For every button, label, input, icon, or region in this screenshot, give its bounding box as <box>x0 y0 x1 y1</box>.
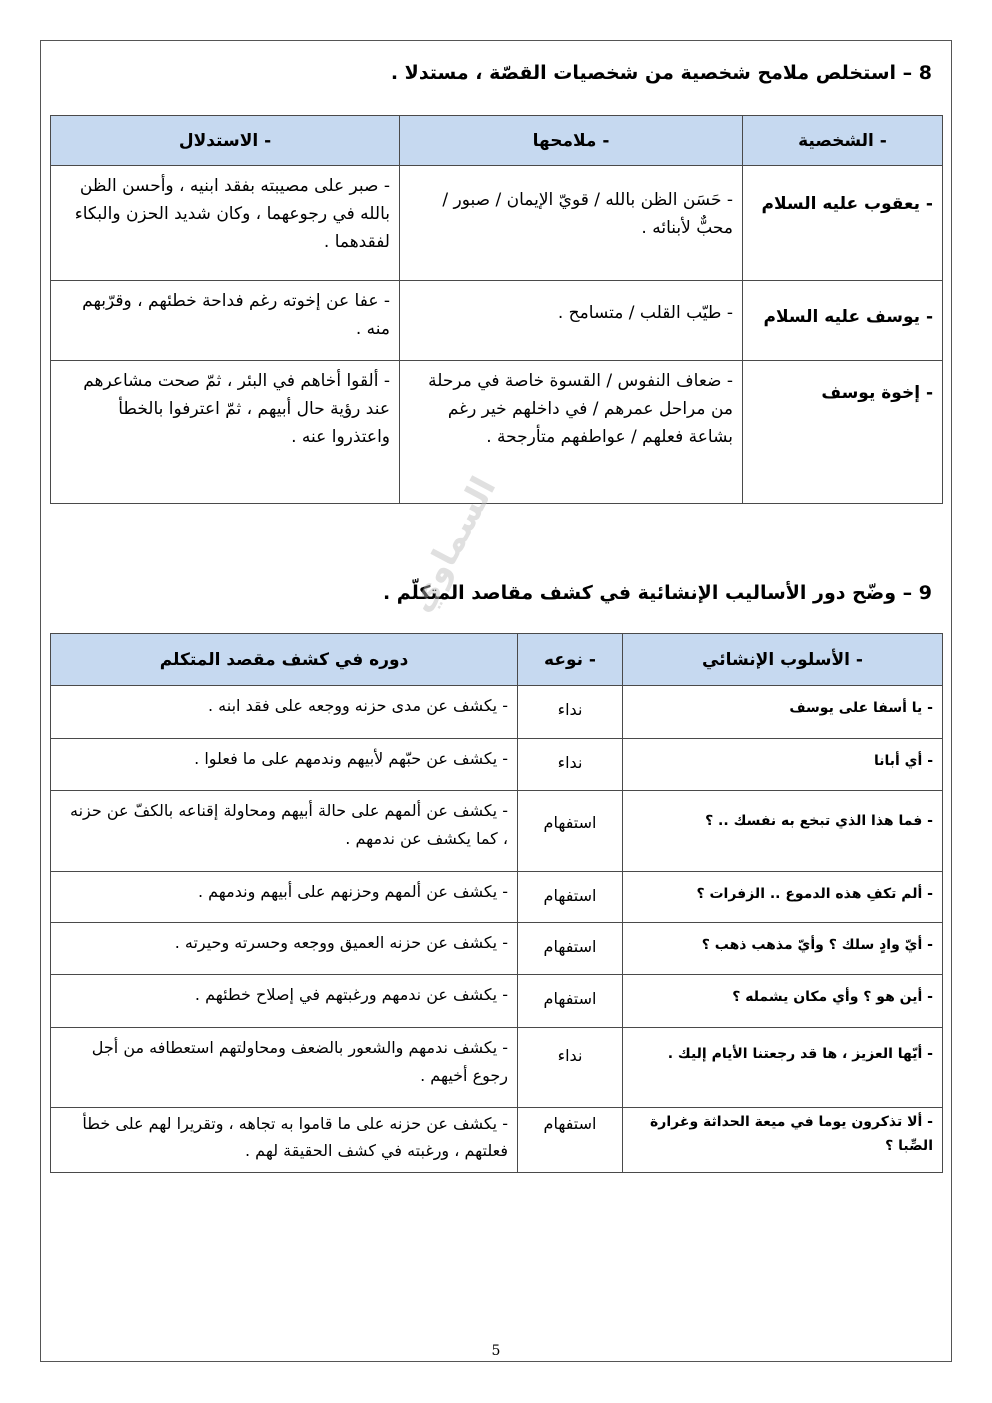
character-name: - يعقوب عليه السلام <box>743 166 943 281</box>
character-traits: - حَسَن الظن بالله / قويّ الإيمان / صبور / محبٌّ لأبنائه . <box>400 166 743 281</box>
character-traits: - ضعاف النفوس / القسوة خاصة في مرحلة من مراحل عمرهم / في داخلهم خير رغم بشاعة فعلهم / عواطفهم متأرجحة . <box>400 361 743 504</box>
style-kind: نداء <box>518 686 623 739</box>
character-name: - يوسف عليه السلام <box>743 281 943 361</box>
style-role: - يكشف عن مدى حزنه ووجعه على فقد ابنه . <box>51 686 518 739</box>
style-phrase: - أين هو ؟ وأي مكان يشمله ؟ <box>623 975 943 1028</box>
style-role: - يكشف عن ألمهم على حالة أبيهم ومحاولة إقناعه بالكفّ عن حزنه ، كما يكشف عن ندمهم . <box>51 791 518 872</box>
table-row <box>51 166 943 281</box>
table-row <box>51 1108 943 1173</box>
style-kind: نداء <box>518 1028 623 1108</box>
table-row <box>51 1028 943 1108</box>
characters-table <box>50 115 943 504</box>
table-row <box>51 791 943 872</box>
style-kind: استفهام <box>518 1108 623 1173</box>
table-row <box>51 686 943 739</box>
style-phrase: - ألا تذكرون يوما في ميعة الحداثة وغرارة الصِّبا ؟ <box>623 1108 943 1173</box>
style-phrase: - فما هذا الذي تبخع به نفسك .. ؟ <box>623 791 943 872</box>
character-evidence: - صبر على مصيبته بفقد ابنيه ، وأحسن الظن بالله في رجوعهما ، وكان شديد الحزن والبكاء لفقدهما . <box>51 166 400 281</box>
rhetorical-styles-table <box>50 633 943 1173</box>
header-kind: - نوعه <box>518 634 623 686</box>
table-row <box>51 361 943 504</box>
character-evidence: - عفا عن إخوته رغم فداحة خطئهم ، وقرّبهم منه . <box>51 281 400 361</box>
style-role: - يكشف عن ندمهم ورغبتهم في إصلاح خطئهم . <box>51 975 518 1028</box>
style-role: - يكشف عن حزنه العميق ووجعه وحسرته وحيرته . <box>51 923 518 975</box>
table-row <box>51 281 943 361</box>
style-phrase: - أي أبانا <box>623 739 943 791</box>
character-traits: - طيّب القلب / متسامح . <box>400 281 743 361</box>
character-name: - إخوة يوسف <box>743 361 943 504</box>
style-role: - يكشف عن حزنه على ما قاموا به تجاهه ، وتقريرا لهم على خطأ فعلتهم ، ورغبته في كشف الحقيقة لهم . <box>51 1108 518 1173</box>
style-kind: استفهام <box>518 975 623 1028</box>
style-phrase: - يا أسفا على يوسف <box>623 686 943 739</box>
question-8-heading: 8 – استخلص ملامح شخصية من شخصيات القصّة ، مستدلا . <box>390 62 932 84</box>
header-role: دوره في كشف مقصد المتكلم <box>51 634 518 686</box>
page-number: 5 <box>491 1343 501 1359</box>
character-evidence: - ألقوا أخاهم في البئر ، ثمّ صحت مشاعرهم عند رؤية حال أبيهم ، ثمّ اعترفوا بالخطأ واعتذروا عنه . <box>51 361 400 504</box>
style-kind: استفهام <box>518 923 623 975</box>
style-phrase: - ألم تكفِ هذه الدموع .. الزفرات ؟ <box>623 872 943 923</box>
watermark: السماوي <box>400 470 505 619</box>
table-header-row <box>51 116 943 166</box>
style-kind: نداء <box>518 739 623 791</box>
table-header-row <box>51 634 943 686</box>
header-traits: - ملامحها <box>400 116 743 166</box>
style-role: - يكشف عن حبّهم لأبيهم وندمهم على ما فعلوا . <box>51 739 518 791</box>
table-row <box>51 975 943 1028</box>
style-phrase: - أيّ وادٍ سلك ؟ وأيّ مذهب ذهب ؟ <box>623 923 943 975</box>
question-9-heading: 9 – وضّح دور الأساليب الإنشائية في كشف مقاصد المتكلّم . <box>382 582 932 604</box>
header-evidence: - الاستدلال <box>51 116 400 166</box>
style-role: - يكشف ندمهم والشعور بالضعف ومحاولتهم استعطافه من أجل رجوع أخيهم . <box>51 1028 518 1108</box>
style-role: - يكشف عن ألمهم وحزنهم على أبيهم وندمهم . <box>51 872 518 923</box>
style-kind: استفهام <box>518 791 623 872</box>
style-kind: استفهام <box>518 872 623 923</box>
table-row <box>51 872 943 923</box>
style-phrase: - أيّها العزيز ، ها قد رجعتنا الأيام إليك . <box>623 1028 943 1108</box>
header-character: - الشخصية <box>743 116 943 166</box>
header-style: - الأسلوب الإنشائي <box>623 634 943 686</box>
table-row <box>51 923 943 975</box>
table-row <box>51 739 943 791</box>
